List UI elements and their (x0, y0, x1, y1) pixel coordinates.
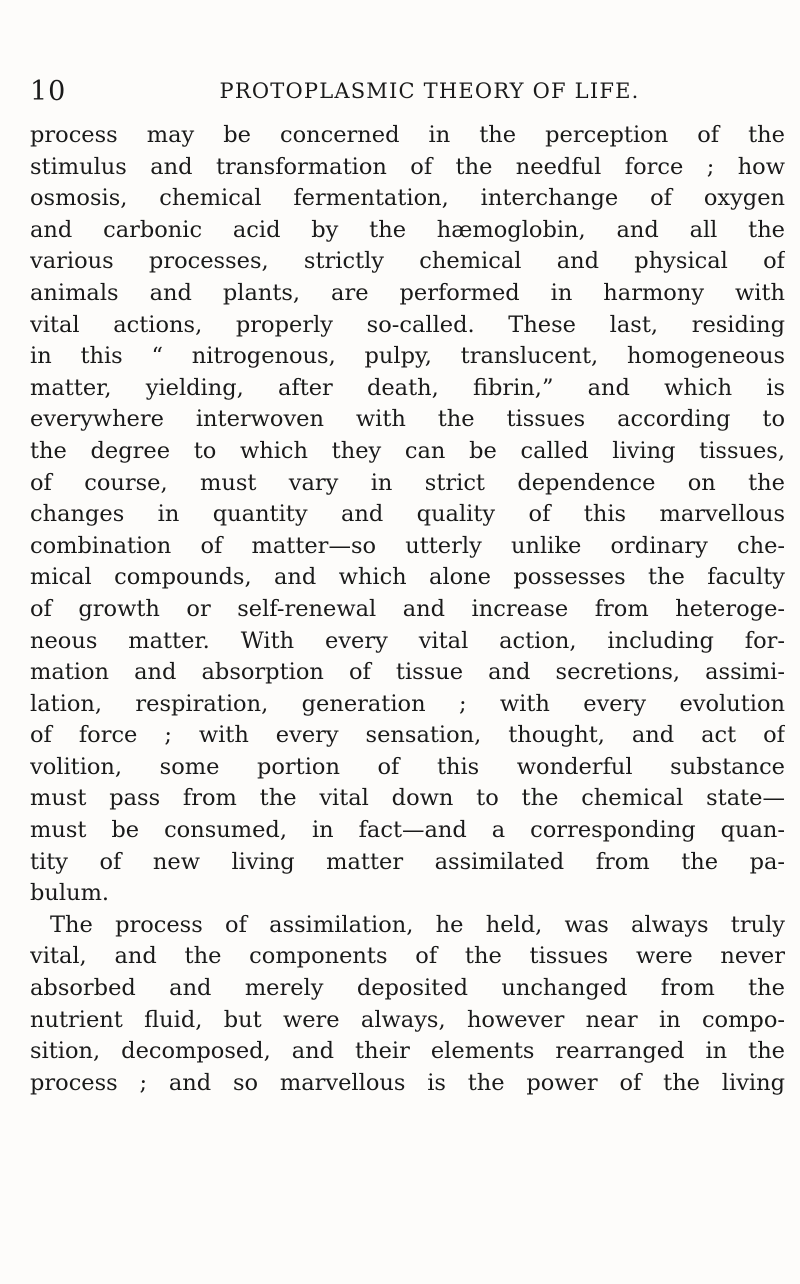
paragraph-1 (30, 120, 785, 910)
text-line: neous matter. With every vital action, including for- (30, 627, 785, 654)
text-line: changes in quantity and quality of this marvellous (30, 501, 785, 528)
text-line: vital actions, properly so-called. These last, residing (30, 311, 785, 338)
text-line: lation, respiration, generation ; with every evolution (30, 690, 785, 717)
text-line: process ; and so marvellous is the power of the living (30, 1069, 785, 1096)
text-line: nutrient fluid, but were always, however near in compo- (30, 1006, 785, 1033)
text-line: of force ; with every sensation, thought, and act of (30, 722, 785, 749)
text-line: tity of new living matter assimilated from the pa- (30, 848, 785, 875)
text-line: of growth or self-renewal and increase from heteroge- (30, 595, 785, 622)
text-line: mical compounds, and which alone possesses the faculty (30, 564, 785, 591)
text-line: and carbonic acid by the hæmoglobin, and all the (30, 216, 785, 243)
text-line: in this “ nitrogenous, pulpy, translucent, homogeneous (30, 343, 785, 370)
text-line: mation and absorption of tissue and secretions, assimi- (30, 659, 785, 686)
text-line: matter, yielding, after death, fibrin,” and which is (30, 374, 785, 401)
page-number: 10 (30, 76, 67, 107)
paragraph-2 (30, 910, 785, 1100)
text-line: volition, some portion of this wonderful substance (30, 753, 785, 780)
text-line: animals and plants, are performed in harmony with (30, 279, 785, 306)
text-line: must pass from the vital down to the chemical state— (30, 785, 785, 812)
text-line: combination of matter—so utterly unlike ordinary che- (30, 532, 785, 559)
text-line: sition, decomposed, and their elements rearranged in the (30, 1038, 785, 1065)
text-line: the degree to which they can be called living tissues, (30, 437, 785, 464)
text-line: absorbed and merely deposited unchanged from the (30, 975, 785, 1002)
text-line: everywhere interwoven with the tissues according to (30, 406, 785, 433)
body-text (30, 120, 785, 1099)
text-line: process may be concerned in the perception of the (30, 122, 785, 148)
running-head (30, 76, 785, 106)
text-line: various processes, strictly chemical and physical of (30, 248, 785, 275)
text-line: The process of assimilation, he held, was always truly (50, 911, 785, 938)
running-title: PROTOPLASMIC THEORY OF LIFE. (219, 79, 640, 103)
text-line: bulum. (30, 880, 110, 907)
text-line: of course, must vary in strict dependence on the (30, 469, 785, 496)
text-line: must be consumed, in fact—and a corresponding quan- (30, 817, 785, 844)
text-line: stimulus and transformation of the needful force ; how (30, 153, 785, 180)
text-line: vital, and the components of the tissues were never (30, 943, 785, 970)
text-line: osmosis, chemical fermentation, interchange of oxygen (30, 185, 785, 212)
